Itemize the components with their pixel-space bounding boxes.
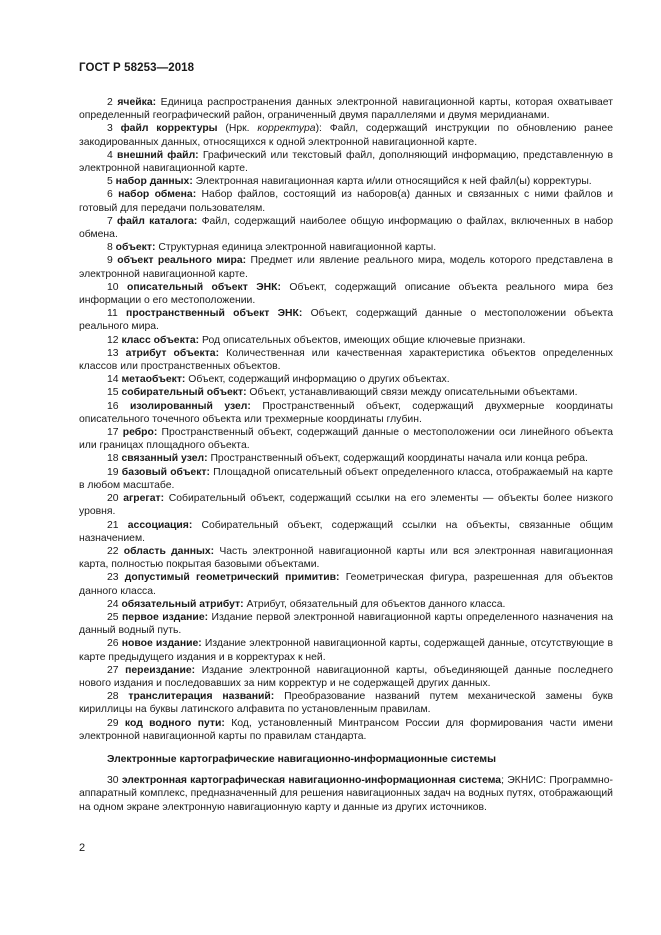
- term-name: ячейка: [117, 97, 153, 108]
- term-definition: Объект, содержащий данные о местоположении объекта реального мира.: [79, 308, 613, 333]
- term-colon: :: [206, 466, 210, 478]
- term-entry: [79, 598, 613, 611]
- term-entry: [79, 281, 613, 307]
- term-number: 26: [107, 638, 119, 650]
- term-name: класс объекта: [121, 334, 196, 346]
- term-name: ассоциация: [127, 519, 189, 531]
- term-name: связанный узел: [121, 453, 205, 465]
- term-name: область данных: [123, 545, 211, 557]
- term-name: метаобъект: [121, 374, 182, 386]
- term-name: файл корректуры: [120, 123, 218, 135]
- term-colon: :: [181, 374, 186, 386]
- term-definition: Пространственный объект, содержащий координаты начала или конца ребра.: [210, 453, 588, 465]
- term-name: новое издание: [121, 638, 199, 650]
- term-entry: [79, 774, 613, 814]
- term-note-prefix: (Нрк.: [225, 123, 258, 135]
- term-colon: :: [151, 242, 156, 254]
- term-entry: [79, 571, 613, 597]
- term-definition: Объект, устанавливающий связи между описательными объектами.: [249, 387, 578, 399]
- term-entry: [79, 215, 613, 241]
- term-number: 18: [107, 453, 119, 465]
- term-definition: Предмет или явление реального мира, модель которого представлена в электронной навигационной карте.: [79, 255, 613, 280]
- term-number: 19: [107, 466, 119, 478]
- term-definition: Количественная или качественная характеристика объектов определенных классов или пространственных объектов.: [79, 347, 614, 373]
- term-colon: :: [298, 308, 303, 320]
- term-definition: Единица распространения данных электронной навигационной карты, которая охватывает определенный географический район, ограниченный двумя параллелями и двумя меридианами.: [79, 97, 614, 122]
- term-number: 7: [107, 215, 113, 227]
- term-colon: :: [160, 493, 165, 505]
- term-name: базовый объект: [121, 466, 207, 478]
- term-colon: :: [210, 545, 215, 557]
- term-name: транслитерация названий: [128, 691, 271, 703]
- term-definition: Издание электронной навигационной карты, объединяющей данные последнего нового издания и последовавших за ним корректур и не содержащей других данных.: [79, 664, 613, 689]
- term-colon: :: [270, 691, 275, 703]
- term-definition: Издание первой электронной навигационной карты определенного назначения на данный водный путь.: [79, 611, 614, 637]
- term-number: 16: [107, 400, 119, 412]
- term-number: 14: [107, 374, 119, 386]
- term-definition: Код, установленный Минтрансом России для формирования части имени электронной навигационной карты по правилам стандарта.: [79, 717, 613, 742]
- term-number: 20: [107, 493, 119, 505]
- term-name: переиздание: [125, 664, 192, 676]
- term-number: 11: [107, 308, 118, 320]
- term-colon: :: [243, 387, 247, 399]
- term-name: описательный объект ЭНК: [127, 281, 278, 293]
- term-definition: Геометрическая фигура, разрешенная для объектов данного класса.: [79, 572, 614, 597]
- term-colon: :: [195, 334, 200, 346]
- term-definition: Собирательный объект, содержащий ссылки на объекты, связанные общим назначением.: [79, 519, 613, 544]
- term-number: 15: [107, 387, 119, 399]
- term-definition: Атрибут, обязательный для объектов данного класса.: [246, 598, 506, 610]
- term-colon: :: [336, 572, 340, 584]
- term-list: [79, 96, 613, 743]
- term-entry: [79, 400, 613, 426]
- term-entry: [79, 373, 613, 386]
- term-colon: :: [277, 281, 281, 293]
- term-name: собирательный объект: [121, 387, 244, 399]
- term-number: 8: [107, 242, 113, 254]
- term-definition: Объект, содержащий описание объекта реального мира без информации о его местоположении.: [79, 281, 614, 307]
- term-colon: :: [153, 427, 158, 439]
- term-colon: :: [204, 611, 209, 623]
- term-number: 5: [107, 176, 113, 188]
- term-colon: :: [193, 215, 198, 227]
- term-number: 6: [107, 189, 113, 201]
- term-entry: [79, 122, 613, 148]
- term-number: 23: [107, 572, 119, 584]
- term-entry: [79, 611, 613, 637]
- term-number: 21: [107, 519, 119, 531]
- term-entry: [79, 717, 613, 743]
- term-definition: Объект, содержащий информацию о других объектах.: [188, 374, 450, 386]
- term-definition: Собирательный объект, содержащий ссылки на его элементы — объекты более низкого уровня.: [79, 493, 614, 518]
- term-entry: [79, 426, 613, 452]
- term-definition: Программно-аппаратный комплекс, предназначенный для решения навигационных задач на водных путях, отображающий на одном экране электронную навигационную карту и данные из других источников.: [79, 775, 613, 813]
- term-number: 12: [107, 334, 119, 346]
- term-entry: [79, 386, 613, 399]
- term-name: объект: [115, 242, 152, 254]
- term-entry: [79, 149, 613, 175]
- term-definition: Пространственный объект, содержащий данные о местоположении оси линейного объекта или границах площадного объекта.: [79, 427, 614, 452]
- term-entry: [79, 347, 613, 373]
- term-colon: :: [189, 176, 193, 188]
- term-entry: [79, 241, 613, 254]
- term-colon: :: [247, 400, 251, 412]
- term-number: 2: [107, 97, 113, 108]
- term-colon: :: [242, 255, 247, 267]
- term-name: файл каталога: [117, 215, 194, 227]
- term-definition: Пространственный объект, содержащий двухмерные координаты описательного точечного объекта или трехмерные координаты глубин.: [79, 400, 614, 425]
- term-name: набор данных: [115, 176, 190, 188]
- term-definition: Графический или текстовый файл, дополняющий информацию, представленную в электронной навигационной карте.: [79, 149, 613, 175]
- term-colon: :: [215, 347, 220, 359]
- term-number: 4: [107, 149, 113, 161]
- term-entry: [79, 466, 613, 492]
- term-name: обязательный атрибут: [121, 598, 241, 610]
- term-number: 25: [107, 611, 119, 623]
- term-number: 3: [107, 123, 113, 135]
- term-number: 13: [107, 347, 119, 359]
- term-definition: Набор файлов, состоящий из наборов(а) данных и связанных с ними файлов и готовый для передачи пользователям.: [79, 189, 614, 214]
- term-number: 24: [107, 598, 119, 610]
- term-number: 17: [107, 427, 119, 439]
- term-name: ребро: [122, 427, 154, 439]
- term-definition: Род описательных объектов, имеющих общие ключевые признаки.: [202, 334, 526, 346]
- term-name: электронная картографическая навигационно-информационная система: [121, 775, 502, 787]
- term-colon: :: [240, 598, 244, 610]
- term-definition: Издание электронной навигационной карты, содержащей данные, отсутствующие в карте предыдущего издания и в корректурах к ней.: [79, 638, 613, 663]
- term-number: 10: [107, 281, 119, 293]
- term-name: первое издание: [122, 611, 205, 623]
- term-number: 28: [107, 691, 119, 703]
- term-name: набор обмена: [118, 189, 193, 201]
- term-entry: [79, 96, 613, 122]
- term-entry: [79, 545, 613, 571]
- term-entry: [79, 519, 613, 545]
- term-note-italic: корректура: [257, 123, 316, 135]
- term-note-suffix: ):: [315, 123, 322, 135]
- term-entry: [79, 452, 613, 465]
- term-colon: :: [221, 717, 225, 729]
- term-number: 22: [107, 545, 119, 557]
- term-number: 9: [107, 255, 113, 267]
- term-entry: [79, 307, 613, 333]
- term-number: 30: [107, 775, 119, 787]
- term-entry: [79, 492, 613, 518]
- term-colon: :: [204, 453, 208, 465]
- term-number: 27: [107, 664, 119, 676]
- document-body: [79, 96, 613, 814]
- term-name: объект реального мира: [117, 255, 243, 267]
- term-abbreviation: ; ЭКНИС:: [501, 775, 547, 787]
- term-colon: :: [191, 664, 196, 676]
- term-name: атрибут объекта: [125, 347, 216, 359]
- term-entry: [79, 254, 613, 280]
- term-name: внешний файл: [116, 149, 196, 161]
- term-number: 29: [107, 717, 119, 729]
- section-heading: Электронные картографические навигационно-информационные системы: [107, 753, 496, 765]
- term-colon: :: [198, 638, 202, 650]
- term-definition: Структурная единица электронной навигационной карты.: [158, 242, 437, 254]
- term-entry: [79, 637, 613, 663]
- term-name: агрегат: [123, 493, 161, 505]
- term-colon: :: [152, 97, 157, 108]
- term-colon: :: [188, 519, 193, 531]
- term-list-section: [79, 774, 613, 814]
- term-name: пространственный объект ЭНК: [126, 308, 299, 320]
- term-name: изолированный узел: [130, 400, 248, 412]
- term-entry: [79, 175, 613, 188]
- term-entry: [79, 188, 613, 214]
- term-entry: [79, 690, 613, 716]
- term-definition: Преобразование названий путем механической замены букв кириллицы на буквы латинского алфавита по установленным правилам.: [79, 691, 613, 716]
- term-definition: Файл, содержащий инструкции по обновлению ранее закодированных данных, относящихся к одной электронной навигационной карте.: [79, 123, 614, 148]
- term-definition: Файл, содержащий наиболее общую информацию о файлах, включенных в набор обмена.: [79, 215, 614, 241]
- term-entry: [79, 664, 613, 690]
- document-header: ГОСТ Р 58253—2018: [79, 62, 195, 74]
- term-definition: Электронная навигационная карта и/или относящийся к ней файл(ы) корректуры.: [195, 176, 592, 188]
- term-entry: [79, 334, 613, 347]
- term-colon: :: [192, 189, 197, 201]
- page-number: 2: [79, 842, 86, 854]
- term-name: код водного пути: [124, 717, 222, 729]
- term-definition: Площадной описательный объект определенного класса, отображаемый на карте в любом масштабе.: [79, 466, 614, 491]
- term-colon: :: [195, 149, 199, 161]
- term-name: допустимый геометрический примитив: [124, 572, 337, 584]
- term-definition: Часть электронной навигационной карты или вся электронная навигационная карта, полностью покрытая базовыми объектами.: [79, 545, 613, 571]
